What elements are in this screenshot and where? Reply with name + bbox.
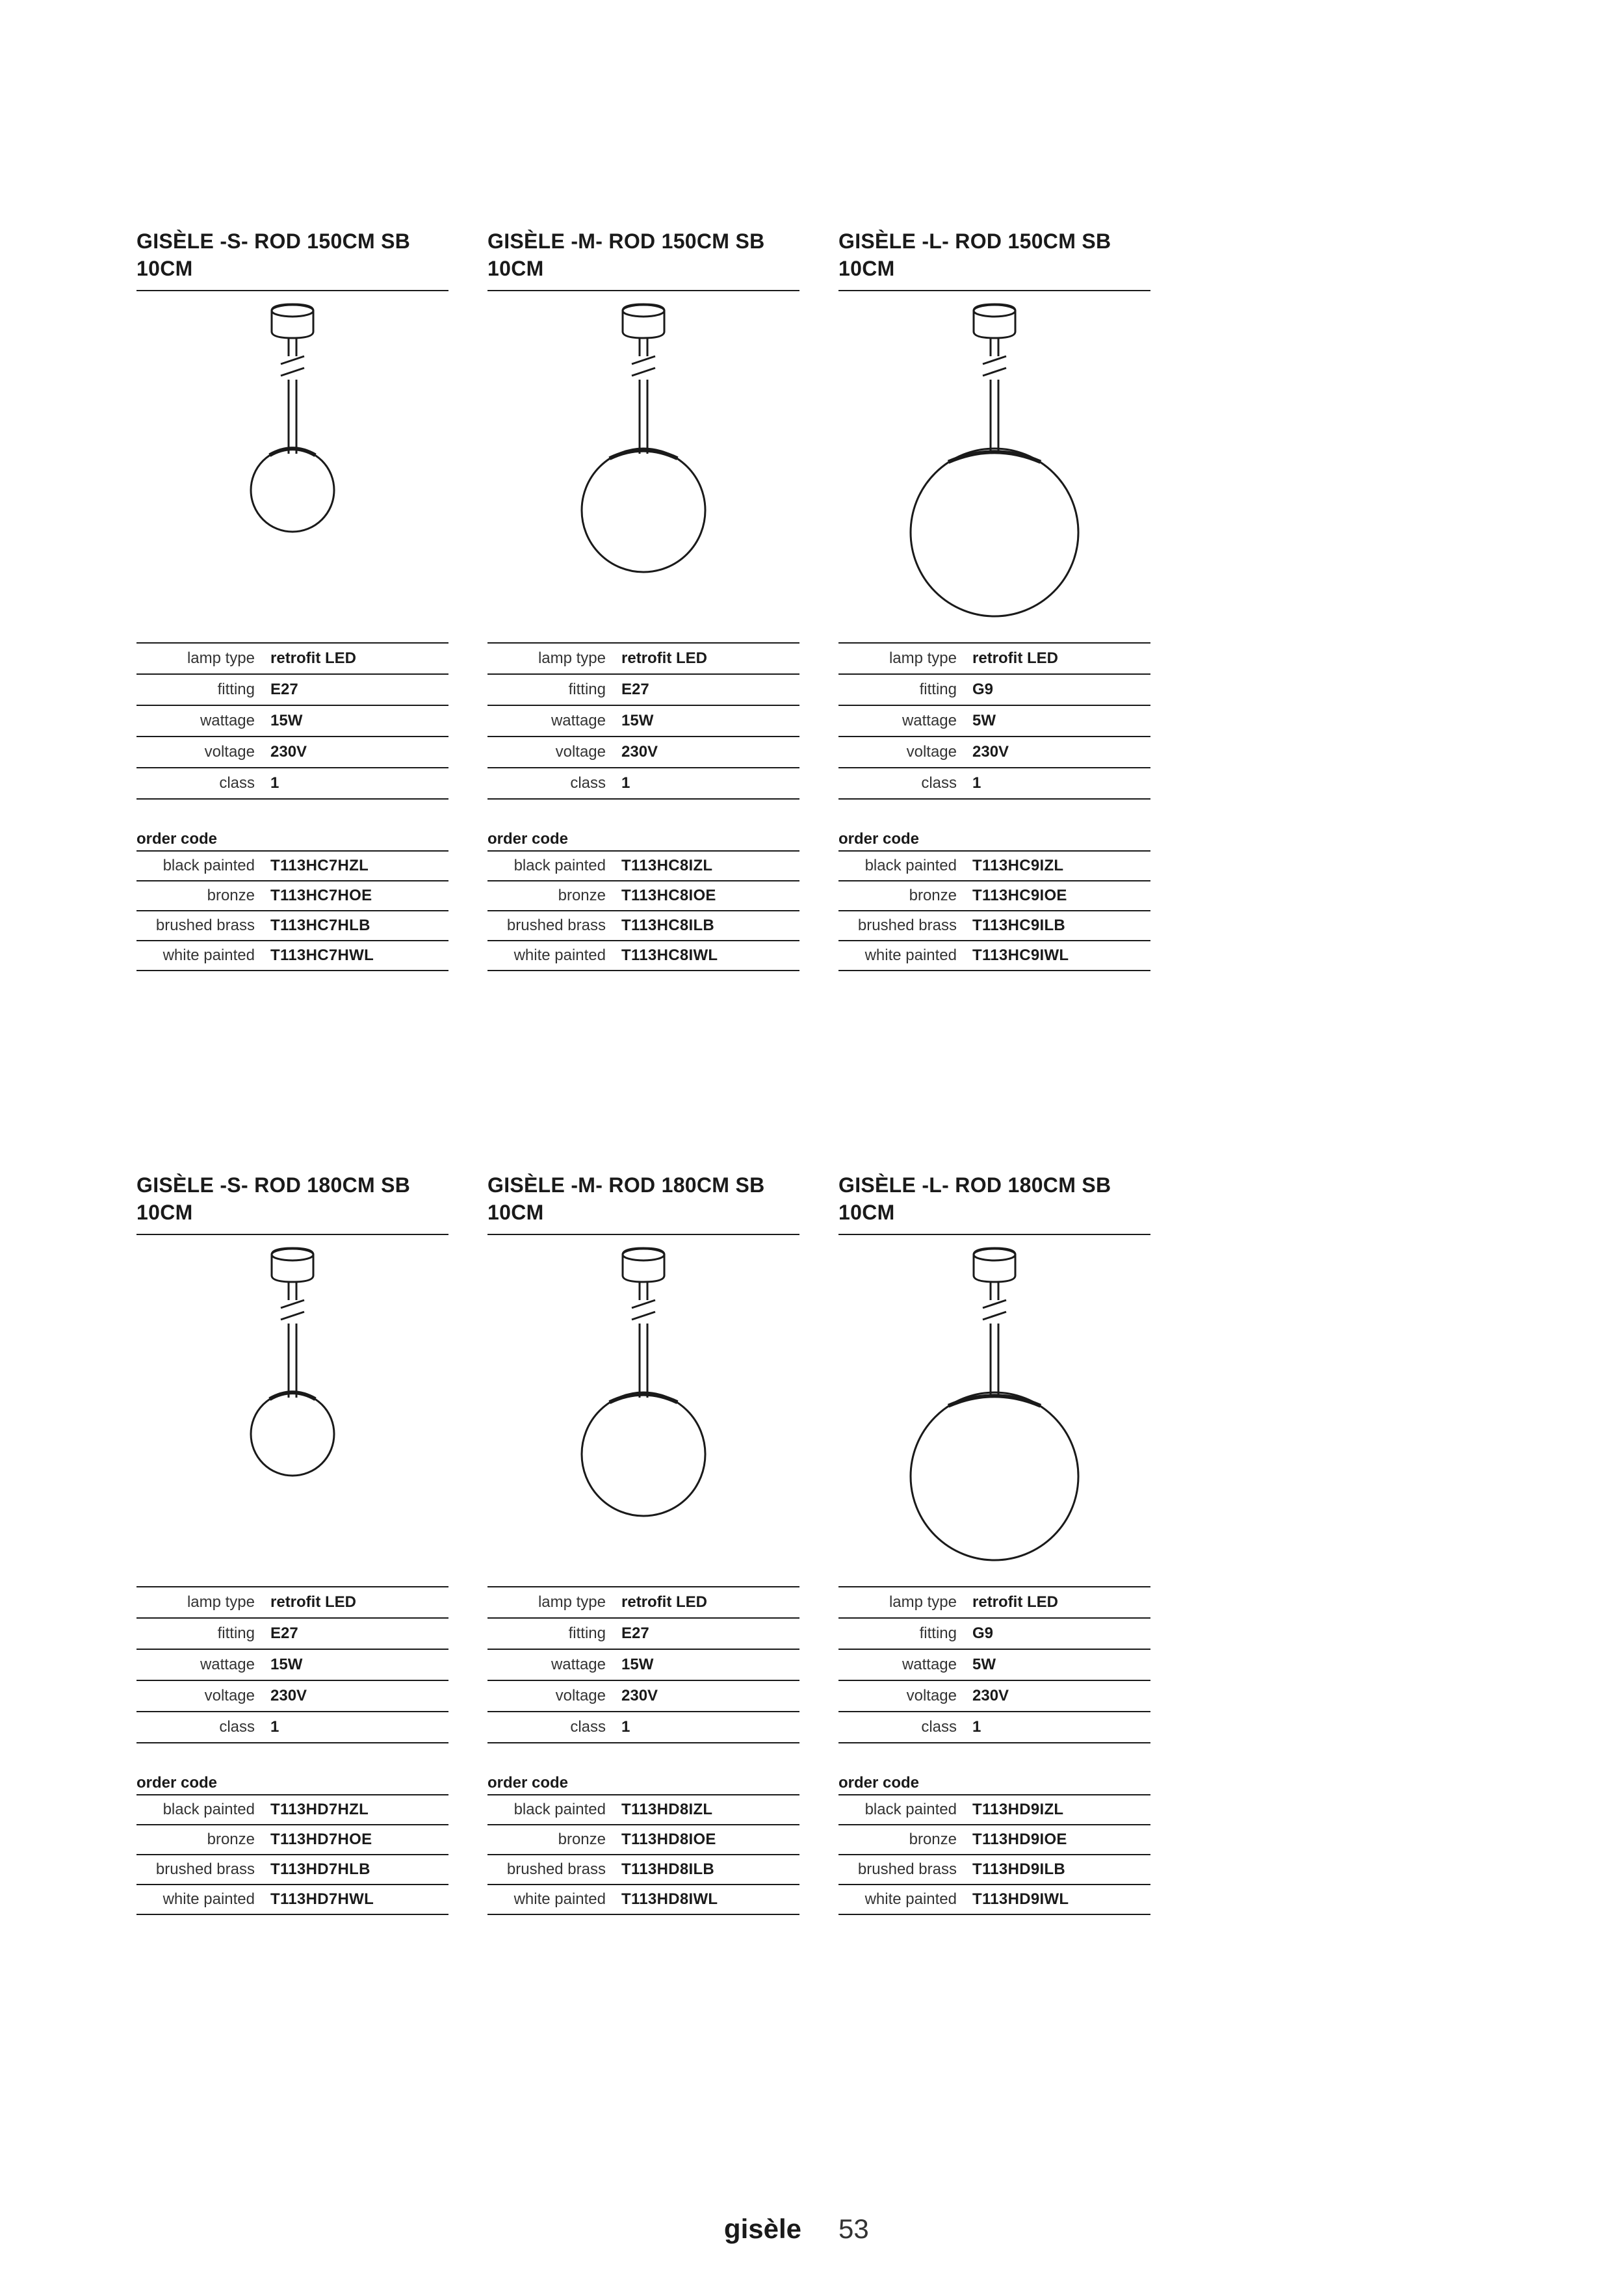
product-card [838, 228, 1150, 971]
order-code-table [487, 1794, 799, 1915]
spec-value: 1 [972, 774, 981, 792]
spec-label: class [219, 1718, 255, 1736]
order-row [136, 850, 448, 880]
spec-label: lamp type [538, 649, 606, 667]
spec-value: 1 [621, 774, 630, 792]
lamp-drawing [487, 291, 799, 642]
spec-row [487, 1617, 799, 1649]
spec-label: wattage [551, 712, 606, 729]
spec-row [487, 767, 799, 800]
globe [251, 1392, 334, 1476]
order-row [838, 1854, 1150, 1884]
spec-value: retrofit LED [621, 649, 707, 667]
globe [911, 449, 1078, 616]
spec-row [487, 736, 799, 767]
spec-row [838, 1711, 1150, 1743]
spec-row [136, 705, 448, 736]
order-row [487, 1854, 799, 1884]
order-row [838, 850, 1150, 880]
order-row [136, 1824, 448, 1854]
finish-label: bronze [558, 1831, 606, 1848]
spec-value: 230V [621, 743, 658, 761]
order-row [838, 1824, 1150, 1854]
product-card [487, 1171, 799, 1915]
order-code-table [838, 1794, 1150, 1915]
order-row [838, 1884, 1150, 1915]
finish-label: bronze [558, 887, 606, 904]
spec-row [838, 1680, 1150, 1711]
order-code: T113HC7HZL [270, 857, 369, 874]
spec-row [487, 1680, 799, 1711]
finish-label: bronze [909, 887, 957, 904]
finish-label: brushed brass [506, 1860, 606, 1878]
lamp-drawing [136, 291, 448, 642]
globe [251, 449, 334, 532]
finish-label: bronze [207, 887, 255, 904]
canopy [974, 1248, 1015, 1282]
spec-value: 1 [621, 1718, 630, 1736]
order-code-title: order code [136, 1774, 218, 1792]
spec-value: retrofit LED [270, 649, 356, 667]
order-row [487, 910, 799, 940]
spec-label: class [921, 774, 957, 792]
canopy [623, 304, 664, 338]
spec-value: 230V [972, 743, 1009, 761]
spec-value: 230V [621, 1687, 658, 1704]
order-row [487, 1824, 799, 1854]
order-code: T113HC9ILB [972, 917, 1066, 934]
finish-label: black painted [864, 1801, 957, 1818]
order-code: T113HC9IWL [972, 946, 1069, 964]
order-code: T113HD9ILB [972, 1860, 1066, 1878]
order-code-title: order code [487, 830, 569, 848]
finish-label: bronze [207, 1831, 255, 1848]
order-code: T113HC8IZL [621, 857, 713, 874]
order-row [487, 1884, 799, 1915]
spec-row [136, 1649, 448, 1680]
spec-label: fitting [568, 1624, 606, 1642]
spec-label: class [219, 774, 255, 792]
spec-row [487, 673, 799, 705]
order-code: T113HC8IWL [621, 946, 718, 964]
spec-value: 15W [621, 712, 654, 729]
order-row [136, 910, 448, 940]
order-code: T113HC8ILB [621, 917, 715, 934]
globe-collar [948, 1396, 1041, 1405]
finish-label: white painted [513, 1890, 606, 1908]
finish-label: white painted [864, 1890, 957, 1908]
spec-table [838, 642, 1150, 800]
spec-row [136, 1617, 448, 1649]
order-row [838, 940, 1150, 971]
globe-collar [270, 449, 315, 455]
spec-label: fitting [217, 1624, 255, 1642]
spec-label: wattage [200, 712, 255, 729]
lamp-drawing [136, 1235, 448, 1586]
spec-row [487, 1649, 799, 1680]
order-code-title: order code [838, 830, 920, 848]
spec-row [838, 1617, 1150, 1649]
globe [911, 1392, 1078, 1560]
spec-table [136, 642, 448, 800]
page-number: 53 [838, 2213, 869, 2244]
globe-collar [610, 1394, 678, 1403]
spec-value: E27 [270, 1624, 298, 1642]
spec-label: lamp type [889, 649, 957, 667]
finish-label: black painted [162, 857, 255, 874]
spec-value: retrofit LED [972, 1593, 1058, 1611]
order-code-table [838, 850, 1150, 971]
finish-label: bronze [909, 1831, 957, 1848]
brand-name: gisèle [723, 2213, 801, 2244]
lamp-drawing [838, 1235, 1150, 1586]
order-row [136, 1854, 448, 1884]
order-row [136, 880, 448, 910]
globe-collar [610, 450, 678, 459]
finish-label: white painted [864, 946, 957, 964]
lamp-drawing [487, 1235, 799, 1586]
order-code: T113HD9IOE [972, 1831, 1067, 1848]
spec-label: fitting [919, 681, 957, 698]
spec-row [838, 736, 1150, 767]
order-code: T113HD9IZL [972, 1801, 1064, 1818]
order-code: T113HC7HOE [270, 887, 372, 904]
order-code: T113HC9IOE [972, 887, 1067, 904]
order-row [487, 880, 799, 910]
finish-label: black painted [513, 857, 606, 874]
spec-label: wattage [551, 1656, 606, 1673]
spec-value: 230V [270, 743, 307, 761]
finish-label: white painted [162, 946, 255, 964]
spec-value: retrofit LED [972, 649, 1058, 667]
spec-value: E27 [621, 681, 649, 698]
order-row [136, 1884, 448, 1915]
order-code: T113HD9IWL [972, 1890, 1069, 1908]
order-row [487, 1794, 799, 1824]
spec-label: voltage [906, 743, 957, 761]
spec-value: 15W [270, 1656, 303, 1673]
order-row [136, 1794, 448, 1824]
product-title: GISÈLE -L- ROD 180CM SB 10CM [838, 1173, 1111, 1224]
spec-row [487, 642, 799, 673]
order-row [838, 1794, 1150, 1824]
finish-label: black painted [864, 857, 957, 874]
finish-label: brushed brass [155, 917, 255, 934]
spec-label: voltage [906, 1687, 957, 1704]
spec-value: 1 [270, 774, 279, 792]
spec-label: lamp type [187, 649, 255, 667]
product-title: GISÈLE -S- ROD 150CM SB 10CM [136, 229, 411, 280]
spec-label: voltage [555, 743, 606, 761]
order-code: T113HC9IZL [972, 857, 1064, 874]
order-code: T113HD7HLB [270, 1860, 370, 1878]
order-row [487, 940, 799, 971]
spec-row [838, 673, 1150, 705]
spec-value: 1 [270, 1718, 279, 1736]
finish-label: brushed brass [857, 1860, 957, 1878]
spec-value: 5W [972, 712, 996, 729]
spec-value: 230V [270, 1687, 307, 1704]
order-code: T113HD8IWL [621, 1890, 718, 1908]
spec-row [136, 642, 448, 673]
spec-value: E27 [621, 1624, 649, 1642]
globe [582, 1392, 705, 1516]
spec-row [136, 1680, 448, 1711]
spec-label: fitting [217, 681, 255, 698]
spec-row [136, 736, 448, 767]
order-code: T113HD8IOE [621, 1831, 716, 1848]
spec-table [487, 642, 799, 800]
spec-row [838, 642, 1150, 673]
order-code: T113HD7HZL [270, 1801, 369, 1818]
canopy [623, 1248, 664, 1282]
order-code: T113HD8IZL [621, 1801, 713, 1818]
product-title: GISÈLE -S- ROD 180CM SB 10CM [136, 1173, 411, 1224]
product-title: GISÈLE -M- ROD 180CM SB 10CM [487, 1173, 765, 1224]
spec-row [838, 767, 1150, 800]
order-code: T113HC8IOE [621, 887, 716, 904]
canopy [272, 1248, 313, 1282]
spec-row [838, 1649, 1150, 1680]
order-code-table [487, 850, 799, 971]
globe [582, 449, 705, 572]
spec-row [487, 705, 799, 736]
order-row [136, 940, 448, 971]
canopy [974, 304, 1015, 338]
spec-label: lamp type [538, 1593, 606, 1611]
spec-value: G9 [972, 681, 994, 698]
order-code: T113HC7HWL [270, 946, 374, 964]
order-row [838, 880, 1150, 910]
spec-value: retrofit LED [270, 1593, 356, 1611]
spec-label: class [570, 774, 606, 792]
lamp-drawing [838, 291, 1150, 642]
spec-label: voltage [204, 743, 255, 761]
order-code-title: order code [838, 1774, 920, 1792]
spec-value: 15W [270, 712, 303, 729]
order-code: T113HD8ILB [621, 1860, 715, 1878]
order-code-title: order code [487, 1774, 569, 1792]
product-card [838, 1171, 1150, 1915]
order-row [487, 850, 799, 880]
spec-value: G9 [972, 1624, 994, 1642]
order-code-table [136, 850, 448, 971]
order-code-table [136, 1794, 448, 1915]
finish-label: brushed brass [506, 917, 606, 934]
spec-value: 5W [972, 1656, 996, 1673]
order-code: T113HD7HOE [270, 1831, 372, 1848]
spec-label: voltage [204, 1687, 255, 1704]
spec-label: lamp type [187, 1593, 255, 1611]
finish-label: black painted [162, 1801, 255, 1818]
spec-label: wattage [200, 1656, 255, 1673]
spec-label: fitting [919, 1624, 957, 1642]
finish-label: brushed brass [155, 1860, 255, 1878]
spec-value: 230V [972, 1687, 1009, 1704]
spec-table [838, 1586, 1150, 1743]
spec-row [487, 1586, 799, 1617]
spec-value: retrofit LED [621, 1593, 707, 1611]
product-card [136, 228, 448, 971]
product-title: GISÈLE -L- ROD 150CM SB 10CM [838, 229, 1111, 280]
spec-label: wattage [902, 1656, 957, 1673]
product-title: GISÈLE -M- ROD 150CM SB 10CM [487, 229, 765, 280]
finish-label: black painted [513, 1801, 606, 1818]
spec-label: fitting [568, 681, 606, 698]
spec-row [136, 1711, 448, 1743]
spec-row [136, 767, 448, 800]
order-code-title: order code [136, 830, 218, 848]
globe-collar [270, 1392, 315, 1399]
spec-row [136, 673, 448, 705]
product-card [136, 1171, 448, 1915]
spec-table [487, 1586, 799, 1743]
spec-value: 1 [972, 1718, 981, 1736]
spec-row [487, 1711, 799, 1743]
spec-value: 15W [621, 1656, 654, 1673]
spec-label: voltage [555, 1687, 606, 1704]
spec-label: class [570, 1718, 606, 1736]
finish-label: white painted [513, 946, 606, 964]
order-code: T113HC7HLB [270, 917, 370, 934]
spec-row [838, 705, 1150, 736]
finish-label: brushed brass [857, 917, 957, 934]
spec-table [136, 1586, 448, 1743]
spec-value: E27 [270, 681, 298, 698]
finish-label: white painted [162, 1890, 255, 1908]
spec-label: lamp type [889, 1593, 957, 1611]
spec-row [838, 1586, 1150, 1617]
order-row [838, 910, 1150, 940]
page-footer [0, 2213, 1623, 2252]
spec-label: wattage [902, 712, 957, 729]
canopy [272, 304, 313, 338]
spec-row [136, 1586, 448, 1617]
product-card [487, 228, 799, 971]
order-code: T113HD7HWL [270, 1890, 374, 1908]
globe-collar [948, 452, 1041, 462]
spec-label: class [921, 1718, 957, 1736]
